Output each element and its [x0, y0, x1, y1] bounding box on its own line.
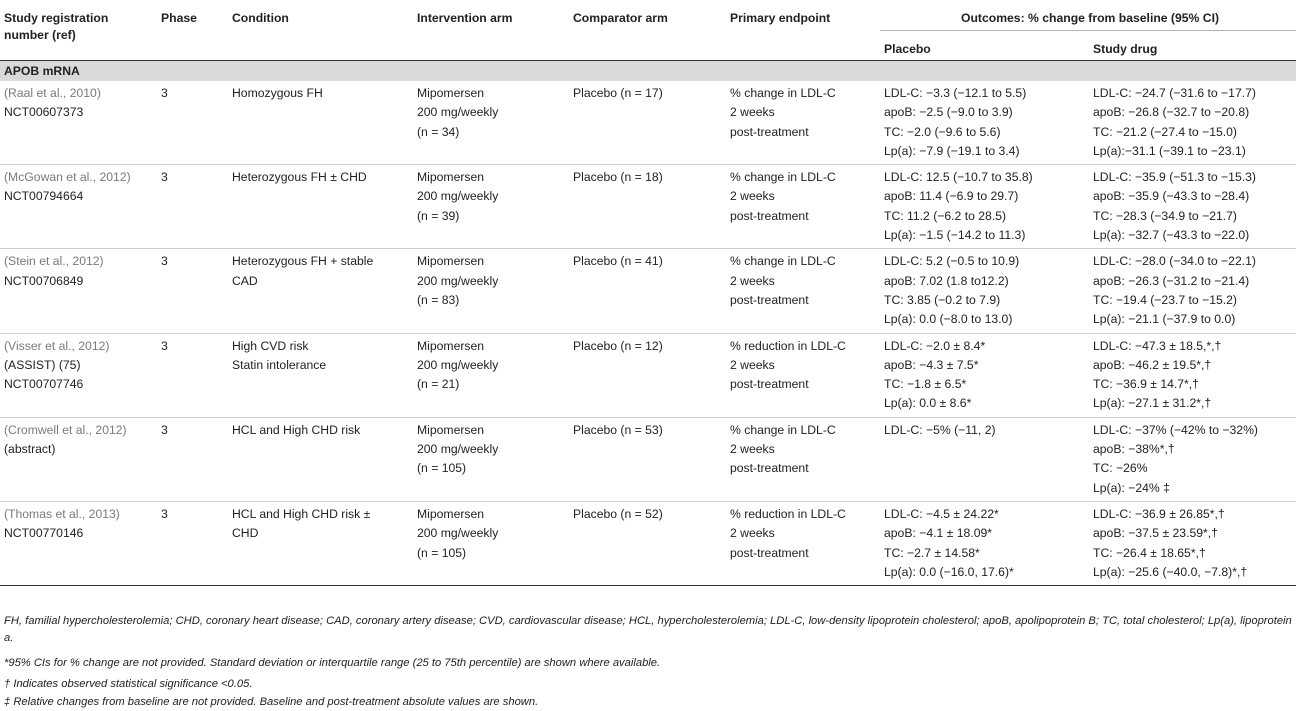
endpoint-line: 2 weeks: [730, 105, 775, 120]
intervention-line: (n = 105): [417, 545, 467, 560]
header-phase: Phase: [161, 11, 197, 25]
placebo-outcome-cell: [880, 333, 1089, 417]
placebo-outcome-line: LDL-C: −4.5 ± 24.22*: [884, 506, 999, 521]
intervention-cell: [413, 501, 569, 585]
condition-cell: [228, 417, 413, 501]
registration-line: NCT00607373: [4, 105, 84, 120]
endpoint-line: post-treatment: [730, 545, 809, 560]
endpoint-line: % reduction in LDL-C: [730, 338, 846, 353]
drug-outcome-line: TC: −19.4 (−23.7 to −15.2): [1093, 292, 1237, 307]
phase-value: 3: [161, 254, 168, 269]
reference-citation: (Visser et al., 2012): [4, 338, 110, 353]
condition-line: Heterozygous FH ± CHD: [232, 170, 367, 185]
drug-outcome-cell: [1089, 81, 1296, 165]
phase-value: 3: [161, 422, 168, 437]
header-study-drug: Study drug: [1093, 42, 1158, 56]
endpoint-line: % change in LDL-C: [730, 170, 836, 185]
endpoint-line: post-treatment: [730, 377, 809, 392]
placebo-outcome-line: LDL-C: −3.3 (−12.1 to 5.5): [884, 86, 1027, 100]
drug-outcome-cell: [1089, 501, 1296, 585]
intervention-line: 200 mg/weekly: [417, 273, 499, 288]
comparator-cell: [569, 501, 726, 585]
drug-outcome-line: LDL-C: −35.9 (−51.3 to −15.3): [1093, 170, 1256, 185]
endpoint-cell: [726, 501, 880, 585]
condition-cell: [228, 249, 413, 333]
placebo-outcome-line: Lp(a): 0.0 ± 8.6*: [884, 396, 972, 411]
study-table: [0, 6, 1296, 586]
table-row: [0, 417, 1296, 501]
table-row: [0, 81, 1296, 165]
intervention-line: Mipomersen: [417, 422, 485, 437]
reference-citation: (Cromwell et al., 2012): [4, 422, 127, 437]
placebo-outcome-line: apoB: −4.3 ± 7.5*: [884, 357, 979, 372]
placebo-outcome-line: LDL-C: 12.5 (−10.7 to 35.8): [884, 170, 1033, 185]
endpoint-line: % change in LDL-C: [730, 86, 836, 100]
drug-outcome-cell: [1089, 165, 1296, 249]
endpoint-line: post-treatment: [730, 208, 809, 223]
reference-citation: (Thomas et al., 2013): [4, 506, 120, 521]
registration-line: NCT00706849: [4, 273, 84, 288]
drug-outcome-cell: [1089, 333, 1296, 417]
drug-outcome-line: TC: −26.4 ± 18.65*,†: [1093, 545, 1206, 560]
comparator-cell: [569, 333, 726, 417]
drug-outcome-line: LDL-C: −36.9 ± 26.85*,†: [1093, 506, 1225, 521]
reference-citation: (Raal et al., 2010): [4, 86, 101, 100]
table-row: [0, 249, 1296, 333]
registration-cell: [0, 333, 157, 417]
drug-outcome-line: apoB: −38%*,†: [1093, 442, 1175, 457]
condition-line: Homozygous FH: [232, 86, 323, 100]
header-condition: Condition: [232, 11, 289, 25]
header-outcomes: Outcomes: % change from baseline (95% CI): [880, 6, 1296, 31]
placebo-outcome-line: apoB: −4.1 ± 18.09*: [884, 526, 992, 541]
intervention-cell: [413, 165, 569, 249]
registration-line: (ASSIST) (75): [4, 357, 81, 372]
drug-outcome-line: Lp(a): −27.1 ± 31.2*,†: [1093, 396, 1212, 411]
drug-outcome-line: Lp(a): −32.7 (−43.3 to −22.0): [1093, 228, 1250, 243]
registration-line: NCT00770146: [4, 526, 84, 541]
table-row: [0, 165, 1296, 249]
drug-outcome-line: Lp(a):−31.1 (−39.1 to −23.1): [1093, 143, 1246, 158]
phase-value: 3: [161, 338, 168, 353]
intervention-line: (n = 34): [417, 124, 460, 139]
placebo-outcome-line: LDL-C: 5.2 (−0.5 to 10.9): [884, 254, 1020, 269]
condition-line: HCL and High CHD risk ±: [232, 506, 371, 521]
placebo-outcome-line: Lp(a): 0.0 (−8.0 to 13.0): [884, 312, 1013, 327]
intervention-line: Mipomersen: [417, 86, 485, 100]
placebo-outcome-cell: [880, 249, 1089, 333]
header-endpoint: Primary endpoint: [730, 11, 831, 25]
drug-outcome-line: apoB: −37.5 ± 23.59*,†: [1093, 526, 1218, 541]
drug-outcome-line: TC: −28.3 (−34.9 to −21.7): [1093, 208, 1237, 223]
intervention-line: 200 mg/weekly: [417, 105, 499, 120]
registration-cell: [0, 501, 157, 585]
endpoint-line: post-treatment: [730, 461, 809, 476]
comparator-value: Placebo (n = 12): [573, 338, 663, 353]
placebo-outcome-line: Lp(a): −1.5 (−14.2 to 11.3): [884, 228, 1026, 243]
placebo-outcome-line: Lp(a): 0.0 (−16.0, 17.6)*: [884, 564, 1014, 579]
endpoint-line: 2 weeks: [730, 526, 775, 541]
placebo-outcome-line: LDL-C: −5% (−11, 2): [884, 422, 996, 437]
placebo-outcome-line: TC: 11.2 (−6.2 to 28.5): [884, 208, 1007, 223]
drug-outcome-line: apoB: −26.3 (−31.2 to −21.4): [1093, 273, 1250, 288]
registration-line: NCT00794664: [4, 189, 84, 204]
phase-cell: [157, 165, 228, 249]
drug-outcome-line: apoB: −26.8 (−32.7 to −20.8): [1093, 105, 1250, 120]
footnote-star: *95% CIs for % change are not provided. Standard deviation or interquartile range (25 to 75th percentile) are shown where available.: [4, 657, 661, 669]
drug-outcome-line: LDL-C: −47.3 ± 18.5,*,†: [1093, 338, 1222, 353]
drug-outcome-line: Lp(a): −25.6 (−40.0, −7.8)*,†: [1093, 564, 1248, 579]
drug-outcome-line: Lp(a): −24% ‡: [1093, 480, 1170, 495]
header-registration-line2: number (ref): [4, 28, 76, 42]
placebo-outcome-line: Lp(a): −7.9 (−19.1 to 3.4): [884, 143, 1020, 158]
intervention-line: 200 mg/weekly: [417, 526, 499, 541]
placebo-outcome-line: TC: −1.8 ± 6.5*: [884, 377, 967, 392]
intervention-line: (n = 39): [417, 208, 460, 223]
intervention-line: (n = 21): [417, 377, 460, 392]
endpoint-line: % change in LDL-C: [730, 422, 836, 437]
condition-cell: [228, 333, 413, 417]
phase-cell: [157, 333, 228, 417]
placebo-outcome-cell: [880, 417, 1089, 501]
condition-cell: [228, 501, 413, 585]
condition-cell: [228, 165, 413, 249]
condition-line: HCL and High CHD risk: [232, 422, 361, 437]
intervention-cell: [413, 249, 569, 333]
comparator-value: Placebo (n = 18): [573, 170, 663, 185]
registration-line: (abstract): [4, 442, 56, 457]
intervention-cell: [413, 333, 569, 417]
intervention-line: Mipomersen: [417, 506, 485, 521]
placebo-outcome-line: apoB: 11.4 (−6.9 to 29.7): [884, 189, 1019, 204]
intervention-line: (n = 105): [417, 461, 467, 476]
phase-value: 3: [161, 86, 168, 100]
endpoint-cell: [726, 417, 880, 501]
intervention-cell: [413, 417, 569, 501]
endpoint-line: 2 weeks: [730, 273, 775, 288]
endpoint-line: % change in LDL-C: [730, 254, 836, 269]
intervention-cell: [413, 81, 569, 165]
footnote-dagger: † Indicates observed statistical significance <0.05.: [4, 678, 253, 690]
condition-line: Heterozygous FH + stable: [232, 254, 374, 269]
footnote-abbreviations: FH, familial hypercholesterolemia; CHD, coronary heart disease; CAD, coronary artery disease; CVD, cardiovascular disease; HCL, hypercholesterolemia; LDL-C, low-density lipoprotein cholesterol; apoB, apolipoprotein B; TC, total cholesterol; Lp(a), lipoprotein a.: [4, 615, 1292, 644]
endpoint-line: post-treatment: [730, 292, 809, 307]
condition-line: CAD: [232, 273, 258, 288]
phase-cell: [157, 417, 228, 501]
placebo-outcome-cell: [880, 501, 1089, 585]
drug-outcome-cell: [1089, 249, 1296, 333]
registration-line: NCT00707746: [4, 377, 84, 392]
phase-value: 3: [161, 506, 168, 521]
intervention-line: 200 mg/weekly: [417, 357, 499, 372]
registration-cell: [0, 165, 157, 249]
drug-outcome-line: apoB: −46.2 ± 19.5*,†: [1093, 357, 1212, 372]
drug-outcome-line: LDL-C: −37% (−42% to −32%): [1093, 422, 1258, 437]
comparator-cell: [569, 417, 726, 501]
phase-cell: [157, 81, 228, 165]
drug-outcome-line: TC: −36.9 ± 14.7*,†: [1093, 377, 1199, 392]
header-intervention: Intervention arm: [417, 11, 513, 25]
phase-value: 3: [161, 170, 168, 185]
phase-cell: [157, 501, 228, 585]
reference-citation: (McGowan et al., 2012): [4, 170, 131, 185]
intervention-line: (n = 83): [417, 292, 460, 307]
placebo-outcome-line: TC: −2.7 ± 14.58*: [884, 545, 980, 560]
footnote-double-dagger: ‡ Relative changes from baseline are not provided. Baseline and post-treatment absolute values are shown.: [4, 696, 539, 708]
placebo-outcome-line: TC: −2.0 (−9.6 to 5.6): [884, 124, 1001, 139]
drug-outcome-line: TC: −21.2 (−27.4 to −15.0): [1093, 124, 1237, 139]
condition-cell: [228, 81, 413, 165]
placebo-outcome-line: LDL-C: −2.0 ± 8.4*: [884, 338, 986, 353]
phase-cell: [157, 249, 228, 333]
comparator-cell: [569, 81, 726, 165]
condition-line: CHD: [232, 526, 259, 541]
table-row: [0, 333, 1296, 417]
endpoint-line: 2 weeks: [730, 189, 775, 204]
intervention-line: 200 mg/weekly: [417, 442, 499, 457]
drug-outcome-line: LDL-C: −24.7 (−31.6 to −17.7): [1093, 86, 1256, 100]
drug-outcome-line: LDL-C: −28.0 (−34.0 to −22.1): [1093, 254, 1256, 269]
comparator-cell: [569, 165, 726, 249]
endpoint-line: post-treatment: [730, 124, 809, 139]
endpoint-cell: [726, 81, 880, 165]
intervention-line: Mipomersen: [417, 170, 485, 185]
intervention-line: Mipomersen: [417, 254, 485, 269]
placebo-outcome-line: apoB: −2.5 (−9.0 to 3.9): [884, 105, 1013, 120]
registration-cell: [0, 249, 157, 333]
endpoint-cell: [726, 165, 880, 249]
intervention-line: Mipomersen: [417, 338, 485, 353]
drug-outcome-line: apoB: −35.9 (−43.3 to −28.4): [1093, 189, 1250, 204]
placebo-outcome-cell: [880, 81, 1089, 165]
drug-outcome-line: TC: −26%: [1093, 461, 1148, 476]
section-label: APOB mRNA: [0, 61, 1296, 82]
intervention-line: 200 mg/weekly: [417, 189, 499, 204]
registration-cell: [0, 417, 157, 501]
comparator-value: Placebo (n = 53): [573, 422, 663, 437]
header-registration-line1: Study registration: [4, 11, 109, 25]
comparator-value: Placebo (n = 17): [573, 86, 663, 100]
header-comparator: Comparator arm: [573, 11, 668, 25]
placebo-outcome-line: TC: 3.85 (−0.2 to 7.9): [884, 292, 1001, 307]
endpoint-cell: [726, 249, 880, 333]
comparator-value: Placebo (n = 52): [573, 506, 663, 521]
table-row: [0, 501, 1296, 585]
endpoint-line: % reduction in LDL-C: [730, 506, 846, 521]
drug-outcome-cell: [1089, 417, 1296, 501]
drug-outcome-line: Lp(a): −21.1 (−37.9 to 0.0): [1093, 312, 1236, 327]
reference-citation: (Stein et al., 2012): [4, 254, 104, 269]
comparator-cell: [569, 249, 726, 333]
endpoint-line: 2 weeks: [730, 357, 775, 372]
endpoint-line: 2 weeks: [730, 442, 775, 457]
registration-cell: [0, 81, 157, 165]
placebo-outcome-cell: [880, 165, 1089, 249]
comparator-value: Placebo (n = 41): [573, 254, 663, 269]
header-placebo: Placebo: [884, 42, 931, 56]
placebo-outcome-line: apoB: 7.02 (1.8 to12.2): [884, 273, 1009, 288]
condition-line: Statin intolerance: [232, 357, 327, 372]
condition-line: High CVD risk: [232, 338, 309, 353]
header-registration: [0, 6, 157, 60]
endpoint-cell: [726, 333, 880, 417]
